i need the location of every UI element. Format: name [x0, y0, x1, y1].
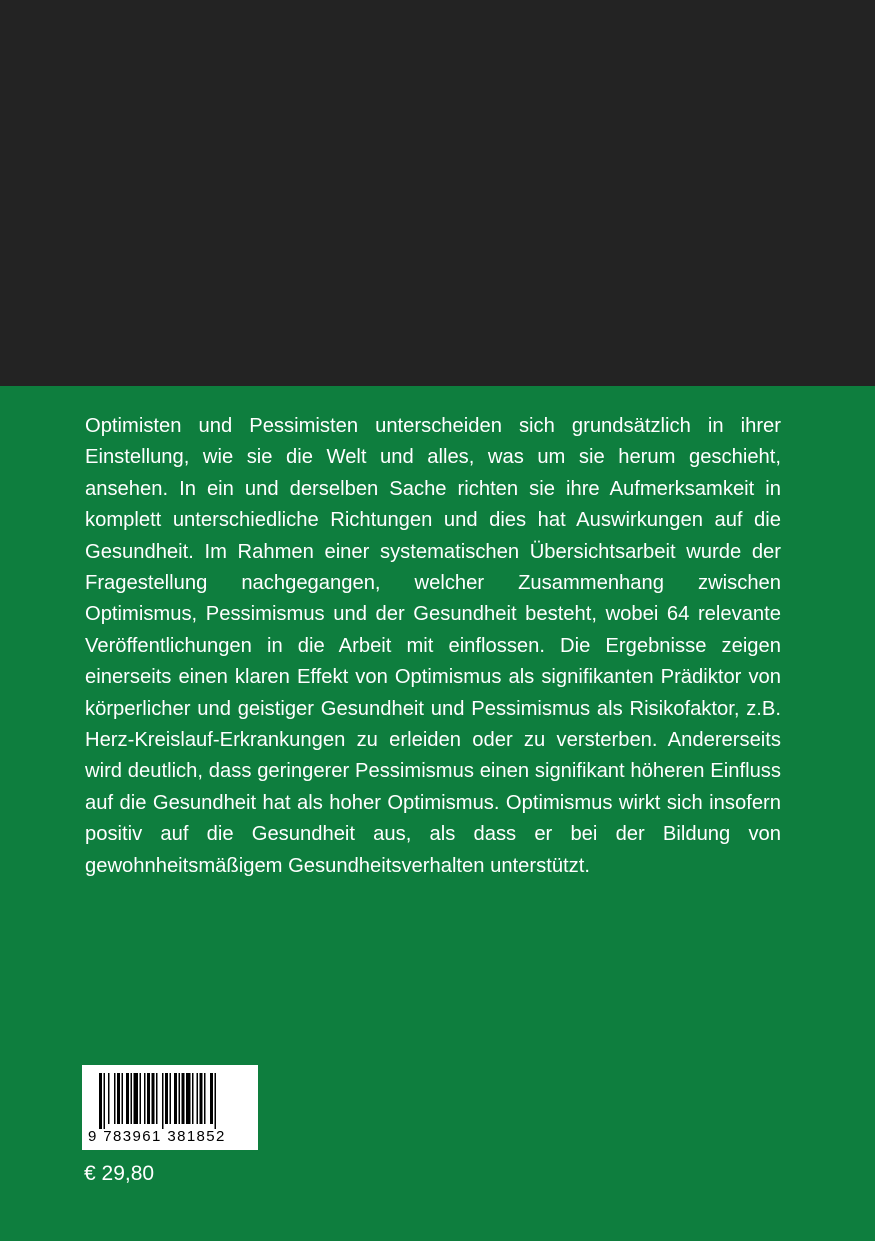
- barcode-bar: [134, 1073, 139, 1124]
- barcode-bar: [147, 1073, 150, 1124]
- barcode-bar: [204, 1073, 206, 1124]
- isbn-number: 9 783961 381852: [88, 1128, 226, 1145]
- isbn-barcode: [82, 1065, 258, 1150]
- blurb-text: Optimisten und Pessimisten unterscheiden sich grundsätzlich in ihrer Einstellung, wie sie die Welt und alles, was um sie herum geschieht, ansehen. In ein und derselben Sache richten sie ihre Aufmerksamkeit in komplett unterschiedliche Richtungen und dies hat Auswirkungen auf die Gesundheit. Im Rahmen einer systematischen Übersichtsarbeit wurde der Fragestellung nachgegangen, welcher Zusammenhang zwischen Optimismus, Pessimismus und der Gesundheit besteht, wobei 64 relevante Veröffentlichungen in die Arbeit mit einflossen. Die Ergebnisse zeigen einerseits einen klaren Effekt von Optimismus als signifikanten Prädiktor von körperlicher und geistiger Gesundheit und Pessimismus als Risikofaktor, z.B. Herz-Kreislauf-Erkrankungen zu erleiden oder zu versterben. Andererseits wird deutlich, dass geringerer Pessimismus einen signifikant höheren Einfluss auf die Gesundheit hat als hoher Optimismus. Optimismus wirkt sich insofern positiv auf die Gesundheit aus, als dass er bei der Bildung von gewohnheitsmäßigem Gesundheitsverhalten unterstützt.: [85, 415, 781, 877]
- barcode-bar: [174, 1073, 177, 1124]
- barcode-bar: [104, 1073, 106, 1129]
- barcode-bar: [182, 1073, 185, 1124]
- barcode-bar: [165, 1073, 168, 1124]
- barcode-bar: [210, 1073, 213, 1124]
- barcode-bar: [186, 1073, 191, 1124]
- barcode-bar: [140, 1073, 142, 1124]
- barcode-bar: [99, 1073, 102, 1129]
- barcode-bar: [117, 1073, 120, 1124]
- barcode-bar: [192, 1073, 194, 1124]
- top-dark-band: [0, 0, 875, 386]
- barcode-bar: [170, 1073, 172, 1124]
- barcode-bar: [144, 1073, 146, 1124]
- barcode-bar: [152, 1073, 155, 1124]
- price-label: € 29,80: [84, 1162, 155, 1185]
- barcode-bar: [215, 1073, 217, 1129]
- barcode-bar: [114, 1073, 116, 1124]
- barcode-bar: [108, 1073, 110, 1124]
- barcode-bar: [197, 1073, 199, 1124]
- barcode-bar: [162, 1073, 164, 1129]
- barcode-bar: [126, 1073, 129, 1124]
- barcode-bar: [131, 1073, 133, 1124]
- barcode-bar: [200, 1073, 203, 1124]
- barcode-bar: [179, 1073, 181, 1124]
- barcode-bar: [156, 1073, 158, 1124]
- barcode-bar: [122, 1073, 124, 1124]
